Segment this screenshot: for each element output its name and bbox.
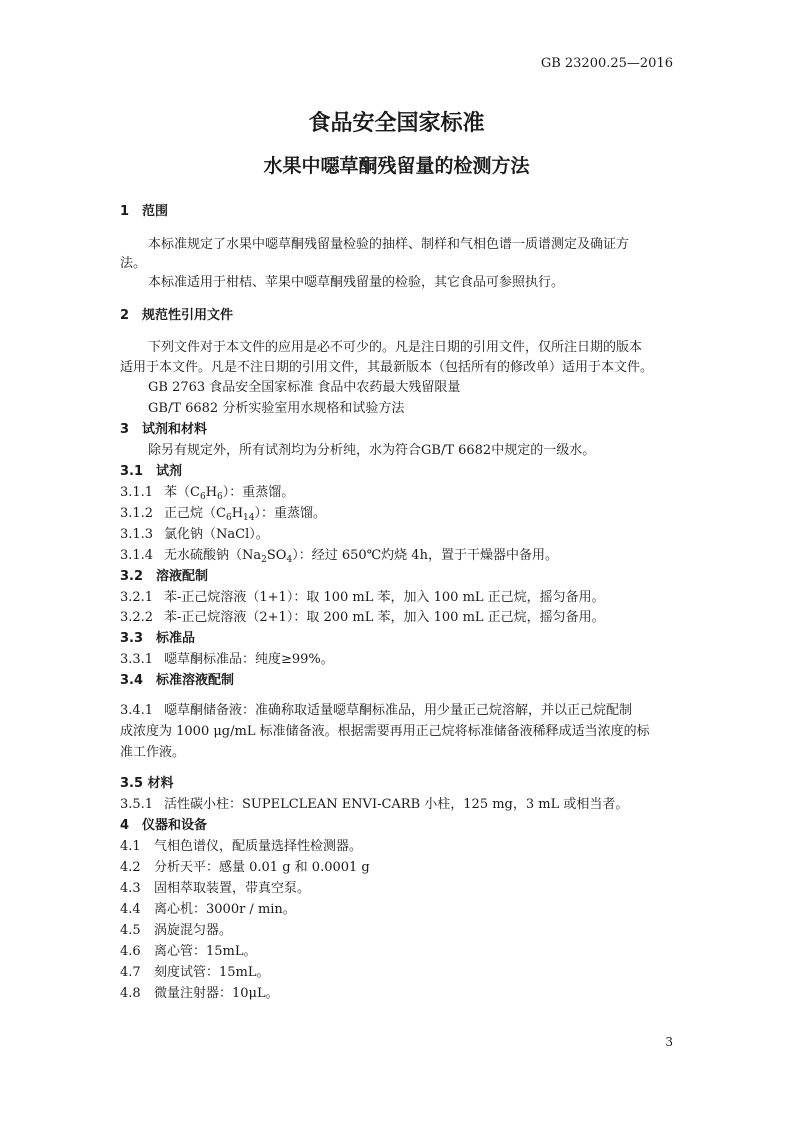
paragraph-line: 准工作液。 (120, 745, 186, 760)
reagent-item: 3.2.1 苯-正己烷溶液（1+1）：取 100 mL 苯，加入 100 mL 正己烷，摇匀备用。 (120, 590, 605, 605)
section-heading-scope: 1 范围 (120, 204, 169, 219)
paragraph-line: 成浓度为 1000 μg/mL 标准储备液。根据需要再用正己烷将标准储备液稀释成适当浓度的标 (120, 724, 650, 739)
paragraph-line: 法。 (120, 256, 147, 271)
paragraph-line: 适用于本文件。凡是不注日期的引用文件，其最新版本（包括所有的修改单）适用于本文件。 (120, 360, 654, 375)
section-heading-reagents: 3 试剂和材料 (120, 422, 208, 437)
item-number: 3.1.4 (120, 548, 154, 563)
reagent-item: 3.5.1 活性碳小柱：SUPELCLEAN ENVI-CARB 小柱，125 mg，3 mL 或相当者。 (120, 797, 629, 812)
paragraph-line: 本标准规定了水果中噁草酮残留量检验的抽样、制样和气相色谱一质谱测定及确证方 (148, 237, 630, 252)
reagent-item: 3.1.4 无水硫酸钠$(Na_2SO_4)$：经过 650℃灼烧 4h，置于干燥器中备用。 (120, 548, 558, 565)
item-number: 3.2.2 (120, 610, 154, 625)
page-number: 3 (665, 1035, 673, 1049)
reference-item: GB/T 6682 分析实验室用水规格和试验方法 (148, 401, 405, 416)
subsection-heading: 3.4 标准溶液配制 (120, 673, 235, 688)
section-heading-references: 2 规范性引用文件 (120, 308, 234, 323)
equipment-item: 4.2 分析天平：感量 0.01 g 和 0.0001 g (120, 860, 370, 875)
item-number: 3.1.1 (120, 485, 154, 500)
item-number: 3.5.1 (120, 797, 154, 812)
reagent-item: 3.1.3 氯化钠（NaCl）。 (120, 527, 269, 542)
document-subtitle: 水果中噁草酮残留量的检测方法 (263, 155, 530, 177)
document-title: 食品安全国家标准 (308, 111, 485, 136)
subsection-heading: 3.3 标准品 (120, 631, 196, 646)
equipment-item: 4.3 固相萃取装置，带真空泵。 (120, 881, 311, 896)
subsection-heading: 3.5 材料 (120, 776, 174, 791)
equipment-item: 4.4 离心机：3000r / min。 (120, 902, 296, 917)
equipment-item: 4.6 离心管：15mL。 (120, 944, 257, 959)
paragraph-line: 除另有规定外，所有试剂均为分析纯，水为符合GB/T 6682中规定的一级水。 (148, 443, 596, 458)
reagent-item: 3.1.1 苯$(C_6H_6)$：重蒸馏。 (120, 485, 295, 502)
subsection-heading: 3.1 试剂 (120, 464, 183, 479)
reagent-item: 3.2.2 苯-正己烷溶液（2+1）：取 200 mL 苯，加入 100 mL 正己烷，摇匀备用。 (120, 610, 605, 625)
equipment-item: 4.8 微量注射器：10μL。 (120, 986, 279, 1001)
standard-code: GB 23200.25—2016 (540, 56, 673, 71)
item-number: 3.2.1 (120, 590, 154, 605)
item-number: 3.4.1 (120, 703, 154, 718)
equipment-item: 4.7 刻度试管：15mL。 (120, 965, 270, 980)
reagent-item: 3.1.2 正己烷$(C_6H_{14})$：重蒸馏。 (120, 506, 326, 523)
item-number: 3.1.2 (120, 506, 154, 521)
paragraph-line: 本标准适用于柑桔、苹果中噁草酮残留量的检验，其它食品可参照执行。 (148, 275, 565, 290)
section-heading-apparatus: 4 仪器和设备 (120, 818, 208, 833)
reference-item: GB 2763 食品安全国家标准 食品中农药最大残留限量 (148, 380, 461, 395)
paragraph-line: 下列文件对于本文件的应用是必不可少的。凡是注日期的引用文件，仅所注日期的版本 (148, 340, 643, 355)
item-number: 3.1.3 (120, 527, 154, 542)
equipment-item: 4.1 气相色谱仪，配质量选择性检测器。 (120, 839, 363, 854)
reagent-item: 3.3.1 噁草酮标准品：纯度≥99%。 (120, 652, 334, 667)
equipment-item: 4.5 涡旋混匀器。 (120, 923, 233, 938)
item-number: 3.3.1 (120, 652, 154, 667)
reagent-item: 3.4.1 噁草酮储备液：准确称取适量噁草酮标准品，用少量正己烷溶解，并以正己烷配制 (120, 703, 633, 718)
subsection-heading: 3.2 溶液配制 (120, 569, 209, 584)
